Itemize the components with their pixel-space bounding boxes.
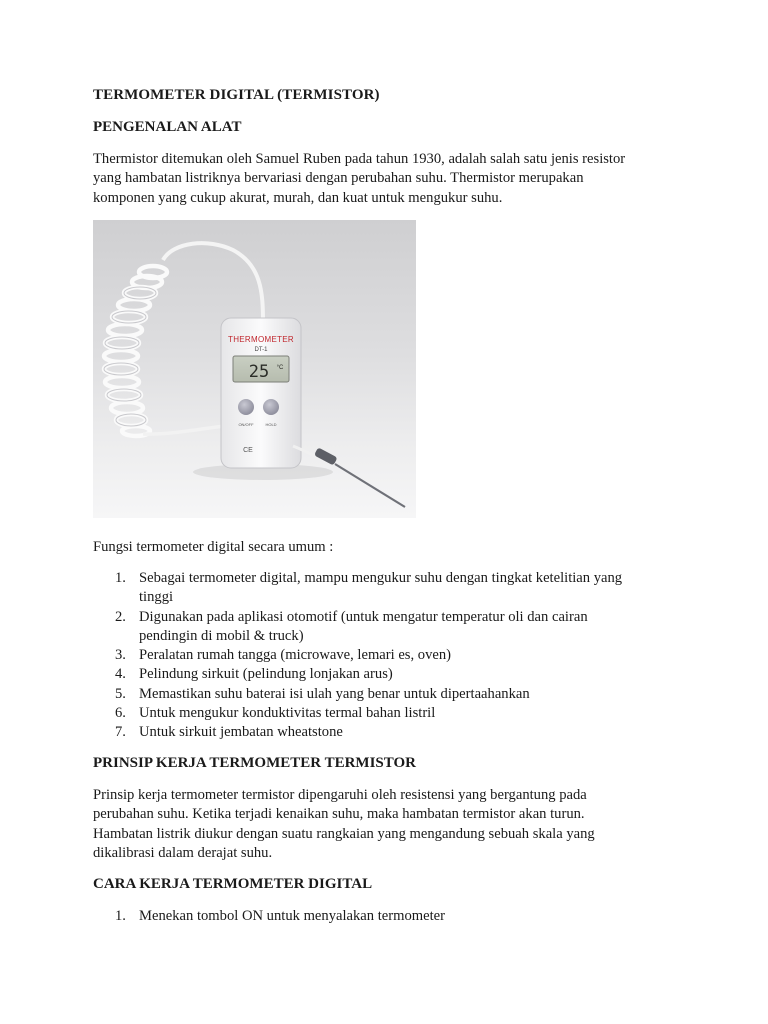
list-number: 1. <box>115 570 126 586</box>
list-item <box>93 608 673 647</box>
list-line: Peralatan rumah tangga (microwave, lemari es, oven) <box>139 647 452 664</box>
paragraph-line: komponen yang cukup akurat, murah, dan kuat untuk mengukur suhu. <box>93 189 503 206</box>
onoff-label: ON/OFF <box>238 422 254 427</box>
list-line: pendingin di mobil & truck) <box>139 627 304 644</box>
heading-cara-kerja: CARA KERJA TERMOMETER DIGITAL <box>93 876 373 892</box>
onoff-button <box>238 399 254 415</box>
list-item <box>93 907 673 926</box>
document-title: TERMOMETER DIGITAL (TERMISTOR) <box>93 87 380 103</box>
paragraph-principle <box>93 786 673 863</box>
list-line: Menekan tombol ON untuk menyalakan termometer <box>139 908 445 924</box>
list-number: 4. <box>115 666 126 683</box>
coiled-cable <box>104 266 167 436</box>
ce-mark: CE <box>243 447 253 454</box>
paragraph-introduction <box>93 150 673 208</box>
list-line: Pelindung sirkuit (pelindung lonjakan arus) <box>139 666 393 683</box>
list-item <box>93 569 673 608</box>
hold-button <box>263 399 279 415</box>
steps-list <box>93 907 673 926</box>
paragraph-line: dikalibrasi dalam derajat suhu. <box>93 844 273 861</box>
brand-label: THERMOMETER <box>228 335 294 344</box>
list-number: 2. <box>115 608 126 625</box>
list-line: tinggi <box>139 589 174 606</box>
paragraph-line: yang hambatan listriknya bervariasi dengan perubahan suhu. Thermistor merupakan <box>93 170 584 187</box>
lcd-reading: 25 <box>248 362 270 382</box>
paragraph-line: Hambatan listrik diukur dengan suatu rangkaian yang mengandung sebuah skala yang <box>93 825 595 842</box>
list-number: 3. <box>115 647 126 664</box>
list-item <box>93 685 673 704</box>
list-item <box>93 646 673 665</box>
paragraph-line: Prinsip kerja termometer termistor dipengaruhi oleh resistensi yang bergantung pada <box>93 787 587 803</box>
list-line: Untuk mengukur konduktivitas termal bahan listril <box>139 705 436 722</box>
heading-prinsip-kerja: PRINSIP KERJA TERMOMETER TERMISTOR <box>93 755 416 771</box>
list-item <box>93 723 673 742</box>
functions-list <box>93 569 673 743</box>
list-line: Sebagai termometer digital, mampu mengukur suhu dengan tingkat ketelitian yang <box>139 570 623 586</box>
lcd-unit: °C <box>276 365 284 371</box>
list-item <box>93 704 673 723</box>
list-line: Digunakan pada aplikasi otomotif (untuk mengatur temperatur oli dan cairan <box>139 608 588 625</box>
paragraph-line: Thermistor ditemukan oleh Samuel Ruben pada tahun 1930, adalah salah satu jenis resistor <box>93 151 626 167</box>
thermometer-photo <box>93 220 416 518</box>
list-number: 1. <box>115 908 126 924</box>
thermometer-illustration <box>93 220 416 518</box>
functions-intro <box>93 538 673 557</box>
heading-pengenalan-alat: PENGENALAN ALAT <box>93 119 242 135</box>
list-line: Untuk sirkuit jembatan wheatstone <box>139 724 343 741</box>
list-item <box>93 665 673 684</box>
hold-label: HOLD <box>265 422 277 427</box>
model-label: DT-1 <box>254 347 268 353</box>
paragraph-line: perubahan suhu. Ketika terjadi kenaikan suhu, maka hambatan termistor akan turun. <box>93 806 585 823</box>
paragraph-line: Fungsi termometer digital secara umum : <box>93 539 334 555</box>
list-number: 6. <box>115 705 126 722</box>
cable <box>163 243 263 322</box>
list-number: 5. <box>115 685 126 702</box>
list-line: Memastikan suhu baterai isi ulah yang benar untuk dipertaahankan <box>139 685 530 702</box>
list-number: 7. <box>115 724 126 741</box>
